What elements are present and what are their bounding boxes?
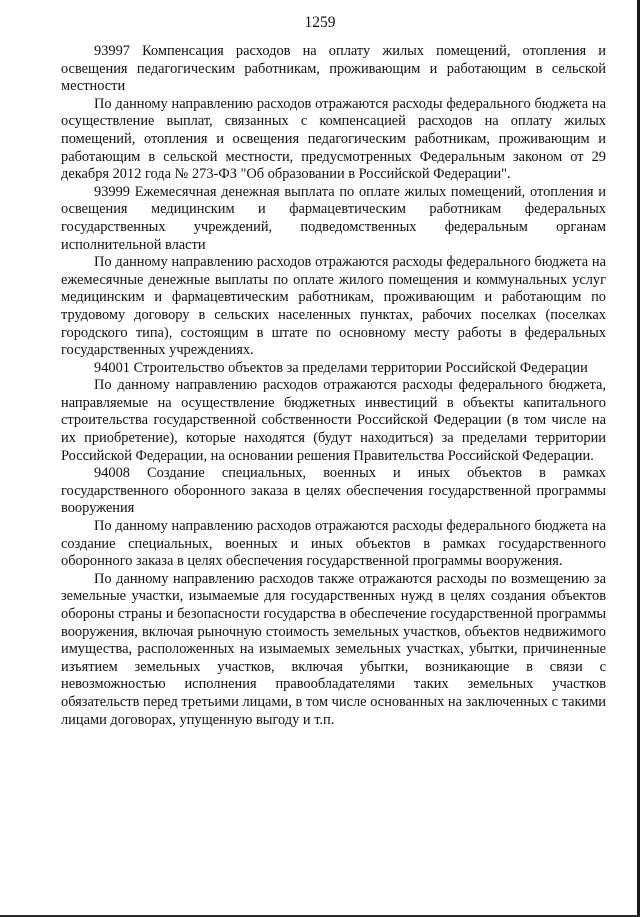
document-body bbox=[61, 43, 606, 729]
paragraph: По данному направлению расходов отражаются расходы федерального бюджета на ежемесячные денежные выплаты по оплате жилого помещения и коммунальных услуг медицинским и фармацевтическим работникам, проживающим и работающим по трудовому договору в сельских населенных пунктах, рабочих поселках (поселках городского типа), состоящим в штате по основному месту работы в федеральных государственных учреждениях. bbox=[61, 254, 606, 359]
paragraph: По данному направлению расходов также отражаются расходы по возмещению за земельные участки, изымаемые для государственных нужд в целях создания объектов обороны страны и безопасности государства в обеспечение государственной программы вооружения, включая рыночную стоимость земельных участков, объектов недвижимого имущества, расположенных на изымаемых земельных участках, убытки, причиненные изъятием земельных участков, включая убытки, возникающие в связи с невозможностью исполнения правообладателями таких земельных участков обязательств перед третьими лицами, в том числе основанных на заключенных с такими лицами договорах, упущенную выгоду и т.п. bbox=[61, 570, 606, 728]
section-heading-94001: 94001 Строительство объектов за пределами территории Российской Федерации bbox=[94, 359, 588, 376]
paragraph: По данному направлению расходов отражаются расходы федерального бюджета, направляемые на осуществление бюджетных инвестиций в объекты капитального строительства государственной собственности Российской Федерации (в том числе на их приобретение), которые находятся (будут находиться) за пределами территории Российской Федерации, на основании решения Правительства Российской Федерации. bbox=[61, 377, 606, 464]
paragraph: По данному направлению расходов отражаются расходы федерального бюджета на создание специальных, военных и иных объектов в рамках государственного оборонного заказа в целях обеспечения государственной программы вооружения. bbox=[61, 518, 606, 570]
page-number: 1259 bbox=[304, 14, 336, 31]
section-heading-93997: 93997 Компенсация расходов на оплату жилых помещений, отопления и освещения педагогическим работникам, проживающим и работающим в сельской местности bbox=[61, 43, 606, 95]
paragraph: По данному направлению расходов отражаются расходы федерального бюджета на осуществление выплат, связанных с компенсацией расходов на оплату жилых помещений, отопления и освещения педагогическим работникам, проживающим и работающим в сельской местности, предусмотренных Федеральным законом от 29 декабря 2012 года № 273-ФЗ "Об образовании в Российской Федерации". bbox=[61, 95, 606, 183]
section-heading-93999: 93999 Ежемесячная денежная выплата по оплате жилых помещений, отопления и освещения медицинским и фармацевтическим работникам федеральных государственных учреждений, подведомственных федеральным органам исполнительной власти bbox=[61, 183, 606, 253]
section-heading-94008: 94008 Создание специальных, военных и иных объектов в рамках государственного оборонного заказа в целях обеспечения государственной программы вооружения bbox=[61, 465, 606, 517]
